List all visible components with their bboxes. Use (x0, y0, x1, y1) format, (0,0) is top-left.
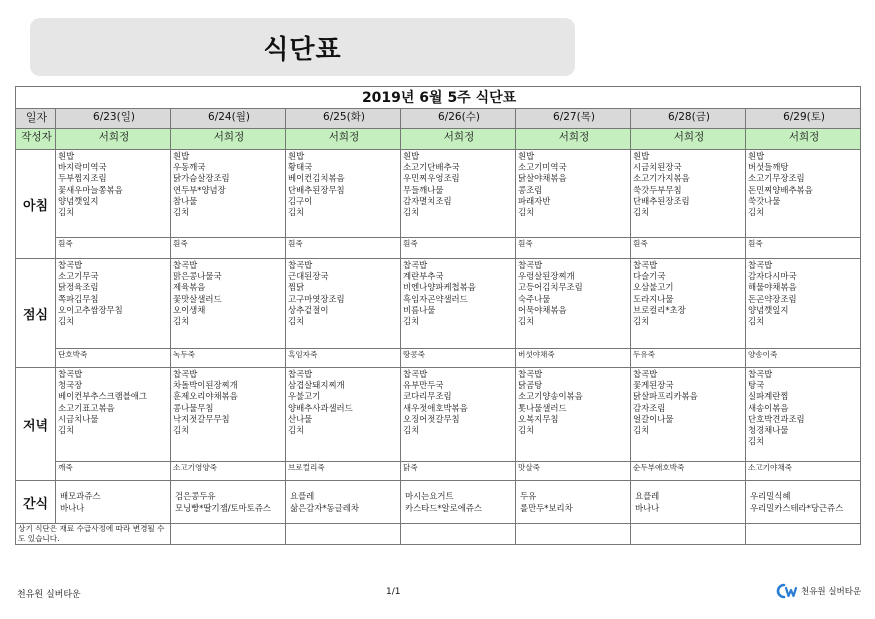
author-cell: 서희정 (401, 129, 516, 150)
snack-cell: 흰죽 (171, 238, 286, 259)
menu-item: 찹곡밥 (633, 369, 658, 379)
empty-cell (516, 524, 631, 545)
menu-item: 차돌박이된장찌개 (173, 380, 238, 391)
author-cell: 서희정 (286, 129, 401, 150)
menu-cell (631, 259, 746, 349)
menu-item: 김치 (633, 207, 650, 218)
menu-item: 청국장 (58, 380, 83, 391)
page-title: 식단표 (263, 34, 342, 65)
menu-item: 김치 (58, 207, 75, 218)
snack-cell: 깨죽 (56, 462, 171, 481)
menu-item: 삼겹살돼지찌개 (288, 380, 345, 391)
menu-item: 오삼불고기 (633, 282, 674, 293)
empty-cell (631, 524, 746, 545)
author-header: 작성자 (16, 129, 56, 150)
menu-item: 버섯들깨탕 (748, 162, 789, 173)
empty-cell (401, 524, 516, 545)
menu-cell (56, 481, 171, 524)
author-cell: 서희정 (746, 129, 861, 150)
menu-item: 흰밥 (518, 151, 535, 161)
menu-item: 단호박견과조림 (748, 413, 805, 424)
menu-item: 감자조림 (633, 402, 666, 413)
menu-item: 소고기가지볶음 (633, 173, 690, 184)
menu-cell (631, 481, 746, 524)
menu-item: 찜닭 (288, 282, 305, 293)
menu-item: 오징어젓갈무침 (403, 413, 460, 424)
menu-cell (286, 368, 401, 462)
menu-item: 쑥갓두부무침 (633, 184, 682, 195)
menu-cell (56, 150, 171, 238)
menu-item: 찹곡밥 (518, 260, 543, 270)
menu-item: 흰밥 (173, 151, 190, 161)
menu-item: 오이생채 (173, 304, 206, 315)
menu-item: 찹곡밥 (288, 369, 313, 379)
menu-cell (516, 259, 631, 349)
meal-label: 저녁 (16, 368, 56, 481)
snack-cell: 흰죽 (746, 238, 861, 259)
menu-item: 콩나물무침 (173, 402, 214, 413)
menu-item: 김치 (173, 207, 190, 218)
menu-cell (171, 481, 286, 524)
menu-cell (631, 150, 746, 238)
date-cell: 6/27(목) (516, 109, 631, 129)
date-cell: 6/29(토) (746, 109, 861, 129)
date-cell: 6/25(화) (286, 109, 401, 129)
menu-item: 비엔나양파케첩볶음 (403, 282, 476, 293)
menu-item: 김치 (748, 316, 765, 327)
snack-cell: 버섯야채죽 (516, 349, 631, 368)
menu-item: 흰밥 (633, 151, 650, 161)
snack-cell: 흑임자죽 (286, 349, 401, 368)
menu-item: 찹곡밥 (58, 369, 83, 379)
menu-item: 김구이 (288, 195, 313, 206)
menu-item: 꽃게된장국 (633, 380, 674, 391)
menu-item: 브로컬리*초장 (633, 304, 686, 315)
menu-item: 우리밀카스테라*당근쥬스 (750, 502, 844, 513)
menu-item: 베이컨김치볶음 (288, 173, 345, 184)
footer-brand-name: 천유원 실버타운 (801, 587, 862, 597)
date-cell: 6/26(수) (401, 109, 516, 129)
menu-item: 닭살야채볶음 (518, 173, 567, 184)
menu-item: 바나나 (635, 502, 660, 513)
date-cell: 6/24(월) (171, 109, 286, 129)
snack-cell: 양송이죽 (746, 349, 861, 368)
footer-brand (776, 583, 861, 599)
menu-item: 소고기표고볶음 (58, 402, 115, 413)
menu-item: 시금치된장국 (633, 162, 682, 173)
snack-cell: 맛살죽 (516, 462, 631, 481)
menu-item: 상추겉절이 (288, 304, 329, 315)
date-cell: 6/28(금) (631, 109, 746, 129)
footer-org-name: 천유원 실버타운 (17, 590, 81, 600)
menu-item: 탕국 (748, 380, 765, 391)
menu-item: 배모과쥬스 (60, 491, 101, 502)
empty-cell (171, 524, 286, 545)
menu-item: 김치 (633, 425, 650, 436)
menu-item: 검은콩두유 (175, 491, 216, 502)
menu-item: 고구마엿장조림 (288, 293, 345, 304)
menu-item: 도라지나물 (633, 293, 674, 304)
menu-item: 닭살파프리카볶음 (633, 391, 698, 402)
menu-item: 김치 (288, 207, 305, 218)
menu-item: 단배추된장무침 (288, 184, 345, 195)
snack-cell: 흰죽 (401, 238, 516, 259)
menu-item: 김치 (288, 316, 305, 327)
menu-note: 상기 식단은 재료 수급사정에 따라 변경될 수도 있습니다. (16, 524, 171, 545)
snack-cell: 땅콩죽 (401, 349, 516, 368)
snack-cell: 소고기영양죽 (171, 462, 286, 481)
menu-item: 소고기양송이볶음 (518, 391, 583, 402)
menu-item: 베이컨부추스크램블애그 (58, 391, 147, 402)
author-cell: 서희정 (56, 129, 171, 150)
menu-item: 양념깻잎지 (748, 304, 789, 315)
menu-item: 김치 (403, 207, 420, 218)
menu-item: 김치 (518, 425, 535, 436)
menu-item: 감자멸치조림 (403, 195, 452, 206)
menu-cell (746, 368, 861, 462)
menu-item: 새우젓애호박볶음 (403, 402, 468, 413)
menu-cell (171, 368, 286, 462)
menu-item: 찹곡밥 (748, 260, 773, 270)
menu-item: 롤만두*보리차 (520, 502, 573, 513)
menu-item: 소고기미역국 (518, 162, 567, 173)
snack-cell: 브로컬리죽 (286, 462, 401, 481)
menu-item: 파래자반 (518, 195, 551, 206)
menu-item: 마시는요거트 (405, 491, 454, 502)
snack-cell: 단호박죽 (56, 349, 171, 368)
cw-logo-icon (776, 583, 798, 599)
menu-cell (401, 481, 516, 524)
menu-item: 찹곡밥 (518, 369, 543, 379)
menu-item: 맑은콩나물국 (173, 271, 222, 282)
menu-item: 닭정육조림 (58, 282, 99, 293)
menu-item: 오이고추쌈장무침 (58, 304, 123, 315)
menu-item: 양배추사과샐러드 (288, 402, 353, 413)
author-cell: 서희정 (171, 129, 286, 150)
menu-item: 톳나물샐러드 (518, 402, 567, 413)
menu-item: 제육볶음 (173, 282, 206, 293)
menu-item: 돈민찌양배추볶음 (748, 184, 813, 195)
page-number: 1/1 (386, 587, 401, 597)
menu-cell (401, 368, 516, 462)
menu-item: 흰밥 (288, 151, 305, 161)
menu-item: 얼갈이나물 (633, 413, 674, 424)
date-cell: 6/23(일) (56, 109, 171, 129)
menu-cell (171, 259, 286, 349)
menu-item: 요플레 (635, 491, 660, 502)
menu-item: 실파계란찜 (748, 391, 789, 402)
menu-item: 유부만두국 (403, 380, 444, 391)
empty-cell (746, 524, 861, 545)
menu-item: 김치 (518, 207, 535, 218)
menu-item: 김치 (288, 425, 305, 436)
snack-cell: 흰죽 (286, 238, 401, 259)
menu-item: 카스타드*알로에쥬스 (405, 502, 482, 513)
menu-item: 낙지젓갈무무침 (173, 413, 230, 424)
menu-item: 김치 (518, 316, 535, 327)
menu-cell (286, 481, 401, 524)
menu-item: 꽃새우마늘쫑볶음 (58, 184, 123, 195)
menu-item: 근대된장국 (288, 271, 329, 282)
menu-item: 김치 (403, 316, 420, 327)
menu-cell (746, 481, 861, 524)
menu-item: 김치 (748, 436, 765, 447)
menu-item: 찹곡밥 (403, 260, 428, 270)
menu-cell (401, 259, 516, 349)
author-cell: 서희정 (516, 129, 631, 150)
menu-item: 우동깨국 (173, 162, 206, 173)
menu-item: 코다리무조림 (403, 391, 452, 402)
menu-cell (286, 150, 401, 238)
menu-item: 김치 (58, 425, 75, 436)
menu-item: 김치 (748, 207, 765, 218)
menu-item: 우렁살된장찌개 (518, 271, 575, 282)
menu-item: 찹곡밥 (633, 260, 658, 270)
menu-item: 돈곤약장조림 (748, 293, 797, 304)
meal-label: 간식 (16, 481, 56, 524)
menu-item: 우리밀식혜 (750, 491, 791, 502)
menu-cell (746, 259, 861, 349)
menu-item: 산나물 (288, 413, 313, 424)
menu-item: 닭가슴살장조림 (173, 173, 230, 184)
snack-cell: 녹두죽 (171, 349, 286, 368)
menu-item: 고등어김치무조림 (518, 282, 583, 293)
menu-item: 소고기단배추국 (403, 162, 460, 173)
menu-item: 흰밥 (403, 151, 420, 161)
menu-cell (516, 368, 631, 462)
menu-cell (286, 259, 401, 349)
menu-cell (56, 259, 171, 349)
menu-item: 찹곡밥 (403, 369, 428, 379)
menu-item: 비름나물 (403, 304, 436, 315)
menu-item: 꽃맛살샐러드 (173, 293, 222, 304)
menu-cell (631, 368, 746, 462)
menu-item: 단배추된장조림 (633, 195, 690, 206)
menu-item: 흰밥 (58, 151, 75, 161)
menu-item: 훈제오리야채볶음 (173, 391, 238, 402)
menu-item: 감자다시마국 (748, 271, 797, 282)
menu-item: 요플레 (290, 491, 315, 502)
menu-item: 찹곡밥 (58, 260, 83, 270)
menu-cell (56, 368, 171, 462)
menu-item: 찹곡밥 (288, 260, 313, 270)
menu-cell (746, 150, 861, 238)
snack-cell: 순두부애호박죽 (631, 462, 746, 481)
menu-item: 김치 (403, 425, 420, 436)
menu-item: 김치 (173, 316, 190, 327)
menu-item: 두부찜지조림 (58, 173, 107, 184)
menu-item: 소고기무국 (58, 271, 99, 282)
menu-cell (516, 481, 631, 524)
snack-cell: 두유죽 (631, 349, 746, 368)
menu-item: 연두부*양념장 (173, 184, 226, 195)
menu-item: 황태국 (288, 162, 313, 173)
menu-item: 모닝빵*딸기잼/토마토쥬스 (175, 502, 272, 513)
menu-item: 계란부추국 (403, 271, 444, 282)
menu-item: 바나나 (60, 502, 85, 513)
menu-cell (516, 150, 631, 238)
meal-label: 점심 (16, 259, 56, 368)
menu-item: 찹곡밥 (173, 260, 198, 270)
menu-item: 무들깨나물 (403, 184, 444, 195)
menu-item: 시금치나물 (58, 413, 99, 424)
menu-item: 찹곡밥 (173, 369, 198, 379)
menu-item: 새송이볶음 (748, 402, 789, 413)
author-cell: 서희정 (631, 129, 746, 150)
menu-item: 바지락미역국 (58, 162, 107, 173)
menu-item: 숙주나물 (518, 293, 551, 304)
menu-item: 오복지무침 (518, 413, 559, 424)
menu-item: 김치 (58, 316, 75, 327)
menu-item: 청경채나물 (748, 425, 789, 436)
snack-cell: 닭죽 (401, 462, 516, 481)
menu-item: 우민찌우엉조림 (403, 173, 460, 184)
menu-item: 찹곡밥 (748, 369, 773, 379)
menu-item: 두유 (520, 491, 537, 502)
menu-item: 어묵야채볶음 (518, 304, 567, 315)
menu-item: 콩조림 (518, 184, 543, 195)
menu-cell (171, 150, 286, 238)
menu-item: 쑥갓나물 (748, 195, 781, 206)
menu-item: 해물야채볶음 (748, 282, 797, 293)
menu-item: 다슬기국 (633, 271, 666, 282)
meal-label: 아침 (16, 150, 56, 259)
menu-item: 우불고기 (288, 391, 321, 402)
snack-cell: 소고기야채죽 (746, 462, 861, 481)
menu-item: 김치 (633, 316, 650, 327)
title-banner (30, 18, 575, 76)
empty-cell (286, 524, 401, 545)
menu-item: 닭곰탕 (518, 380, 543, 391)
menu-table (15, 86, 861, 545)
menu-cell (401, 150, 516, 238)
snack-cell: 흰죽 (631, 238, 746, 259)
menu-item: 삶은감자*동글레차 (290, 502, 359, 513)
menu-item: 흰밥 (748, 151, 765, 161)
date-header: 일자 (16, 109, 56, 129)
snack-cell: 흰죽 (56, 238, 171, 259)
menu-item: 흑임자곤약샐러드 (403, 293, 468, 304)
menu-item: 소고기무장조림 (748, 173, 805, 184)
menu-item: 김치 (173, 425, 190, 436)
snack-cell: 흰죽 (516, 238, 631, 259)
menu-item: 양념깻잎지 (58, 195, 99, 206)
menu-item: 쪽파김무침 (58, 293, 99, 304)
menu-item: 참나물 (173, 195, 198, 206)
table-caption: 2019년 6월 5주 식단표 (16, 87, 861, 109)
